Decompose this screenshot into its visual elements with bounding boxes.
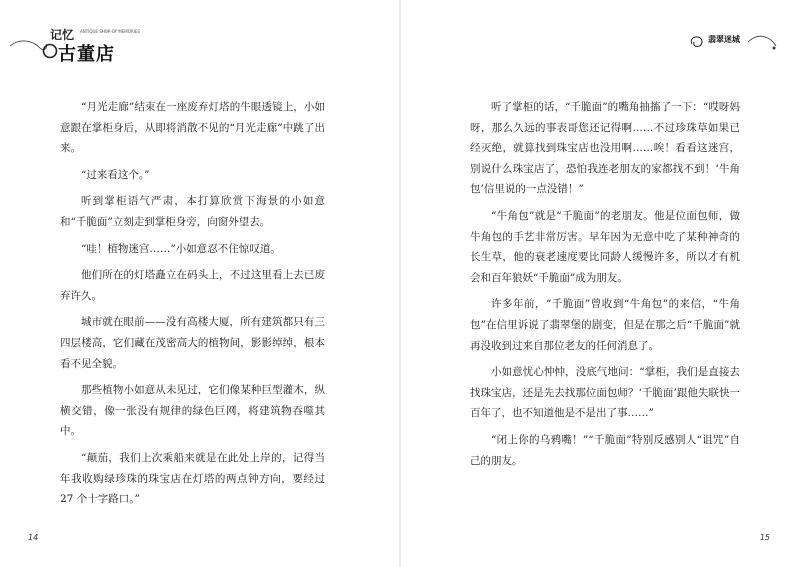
- right-page: [400, 0, 800, 567]
- logo-text-line2: 古董店: [58, 44, 115, 65]
- page-number-right: 15: [759, 533, 770, 542]
- paragraph: “闭上你的乌鸦嘴！”“千脆面”特别反感别人“诅咒”自己的朋友。: [470, 433, 740, 467]
- paragraph: 许多年前，“千脆面”曾收到“牛角包”的来信，“牛角包”在信里诉说了翡翠堡的剧变，但是在那之后“千脆面”就再没收到过来自那位老友的任何消息了。: [470, 298, 740, 352]
- paragraph: 听了掌柜的话，“千脆面”的嘴角抽搐了一下：“哎呀妈呀，那么久远的事表哥您还记得啊……不过珍珠草如果已经灭绝，就算找到珠宝店也没用啊……唉！看看这迷宫，别说什么珠宝店了，恐怕我连老朋友的家都找不到！‘牛角包’信里说的一点没错！”: [470, 101, 740, 196]
- left-page-body: [60, 97, 325, 516]
- paragraph: 城市就在眼前——没有高楼大厦，所有建筑都只有三四层楼高，它们藏在茂密高大的植物间，影影绰绰，根本看不见全貌。: [60, 316, 325, 370]
- book-logo: [10, 18, 140, 68]
- paragraph: “颠茄，我们上次乘船来就是在此处上岸的，记得当年我收购绿珍珠的珠宝店在灯塔的两点钟方向，要经过 27 个十字路口。”: [60, 451, 325, 506]
- paragraph: 听到掌柜语气严肃，本打算欣赏下海景的小如意和“千脆面”立刻走到掌柜身旁，向窗外望去。: [60, 195, 325, 228]
- paragraph: “月光走廊”结束在一座废弃灯塔的牛眼透镜上，小如意跟在掌柜身后，从即将消散不见的“月光走廊”中跳了出来。: [60, 101, 325, 155]
- paragraph: 他们所在的灯塔矗立在码头上，不过这里看上去已废弃许久。: [60, 269, 325, 302]
- paragraph: “牛角包”就是“千脆面”的老朋友。他是位面包师，做牛角包的手艺非常厉害。早年因为无意中吃了某种神奇的长生草，他的衰老速度要比同龄人缓慢许多，所以才有机会和百年狼妖“千脆面”成为朋友。: [470, 209, 740, 284]
- logo-subtitle: ANTIQUE SHOP OF MEMORIES: [80, 29, 140, 34]
- paragraph: 小如意忧心忡忡，没底气地问：“掌柜，我们是直接去找珠宝店，还是先去找那位面包师？‘千脆面’跟他失联快一百年了，也不知道他是不是出了事……”: [470, 366, 740, 420]
- paragraph: “哇！植物迷宫……”小如意忍不住惊叹道。: [81, 242, 281, 255]
- paragraph: “过来看这个。”: [81, 168, 150, 181]
- page-number-left: 14: [28, 533, 39, 542]
- paragraph: 那些植物小如意从未见过，它们像某种巨型灌木，纵横交错，像一张没有规律的绿色巨网，将建筑物吞噬其中。: [60, 384, 325, 438]
- logo-text-line1: 记忆: [50, 28, 75, 42]
- chapter-label: [678, 28, 778, 58]
- right-page-body: [470, 97, 740, 477]
- chapter-label-text: 翡翠迷城: [708, 35, 740, 44]
